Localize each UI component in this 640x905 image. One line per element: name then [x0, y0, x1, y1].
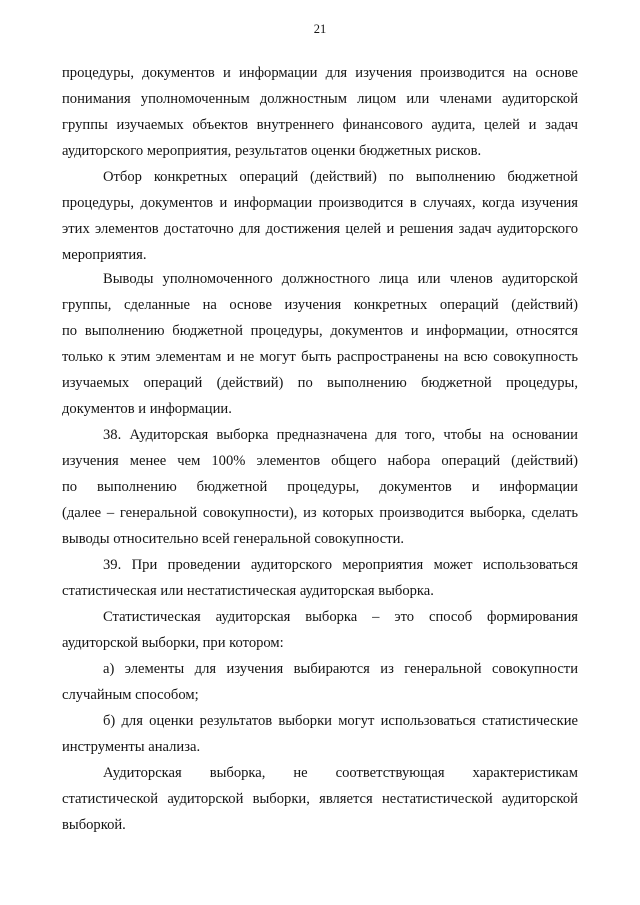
page-number: 21	[313, 22, 327, 36]
paragraph-2-line-2: процедуры, документов и информации производится в случаях, когда изучения	[62, 195, 578, 211]
paragraph-3-line-6: документов и информации.	[62, 401, 232, 417]
paragraph-3-line-4: только к этим элементам и не могут быть распространены на всю совокупность	[62, 349, 578, 365]
paragraph-2-line-1: Отбор конкретных операций (действий) по выполнению бюджетной	[103, 169, 578, 185]
paragraph-5-line-2: статистическая или нестатистическая аудиторская выборка.	[62, 583, 434, 599]
paragraph-3-line-3: по выполнению бюджетной процедуры, документов и информации, относятся	[62, 323, 578, 339]
paragraph-6-line-2: аудиторской выборки, при котором:	[62, 635, 284, 651]
paragraph-8-line-1: б) для оценки результатов выборки могут использоваться статистические	[103, 713, 578, 729]
paragraph-4-line-2: изучения менее чем 100% элементов общего набора операций (действий)	[62, 453, 578, 469]
paragraph-1-line-4: аудиторского мероприятия, результатов оценки бюджетных рисков.	[62, 143, 482, 159]
paragraph-6-line-1: Статистическая аудиторская выборка – это способ формирования	[103, 609, 578, 625]
paragraph-4-line-1: 38. Аудиторская выборка предназначена для того, чтобы на основании	[103, 427, 578, 443]
paragraph-3-line-1: Выводы уполномоченного должностного лица или членов аудиторской	[103, 271, 578, 287]
paragraph-1-line-3: группы изучаемых объектов внутреннего финансового аудита, целей и задач	[62, 117, 578, 133]
paragraph-5-line-1: 39. При проведении аудиторского мероприятия может использоваться	[103, 557, 578, 573]
paragraph-2-line-4: мероприятия.	[62, 247, 147, 263]
paragraph-9-line-2: статистической аудиторской выборки, является нестатистической аудиторской	[62, 791, 578, 807]
paragraph-9-line-3: выборкой.	[62, 817, 126, 833]
paragraph-9-line-1: Аудиторская выборка, не соответствующая характеристикам	[103, 765, 578, 781]
paragraph-1-line-2: понимания уполномоченным должностным лицом или членами аудиторской	[62, 91, 578, 107]
paragraph-4-line-4: (далее – генеральной совокупности), из которых производится выборка, сделать	[62, 505, 578, 521]
paragraph-2-line-3: этих элементов достаточно для достижения целей и решения задач аудиторского	[62, 221, 578, 237]
paragraph-3-line-2: группы, сделанные на основе изучения конкретных операций (действий)	[62, 297, 578, 313]
paragraph-7-line-1: а) элементы для изучения выбираются из генеральной совокупности	[103, 661, 578, 677]
paragraph-1-line-1: процедуры, документов и информации для изучения производится на основе	[62, 65, 578, 81]
paragraph-3-line-5: изучаемых операций (действий) по выполнению бюджетной процедуры,	[62, 375, 578, 391]
paragraph-4-line-3: по выполнению бюджетной процедуры, документов и информации	[62, 479, 578, 495]
paragraph-8-line-2: инструменты анализа.	[62, 739, 201, 755]
paragraph-4-line-5: выводы относительно всей генеральной совокупности.	[62, 531, 405, 547]
paragraph-7-line-2: случайным способом;	[62, 687, 199, 703]
